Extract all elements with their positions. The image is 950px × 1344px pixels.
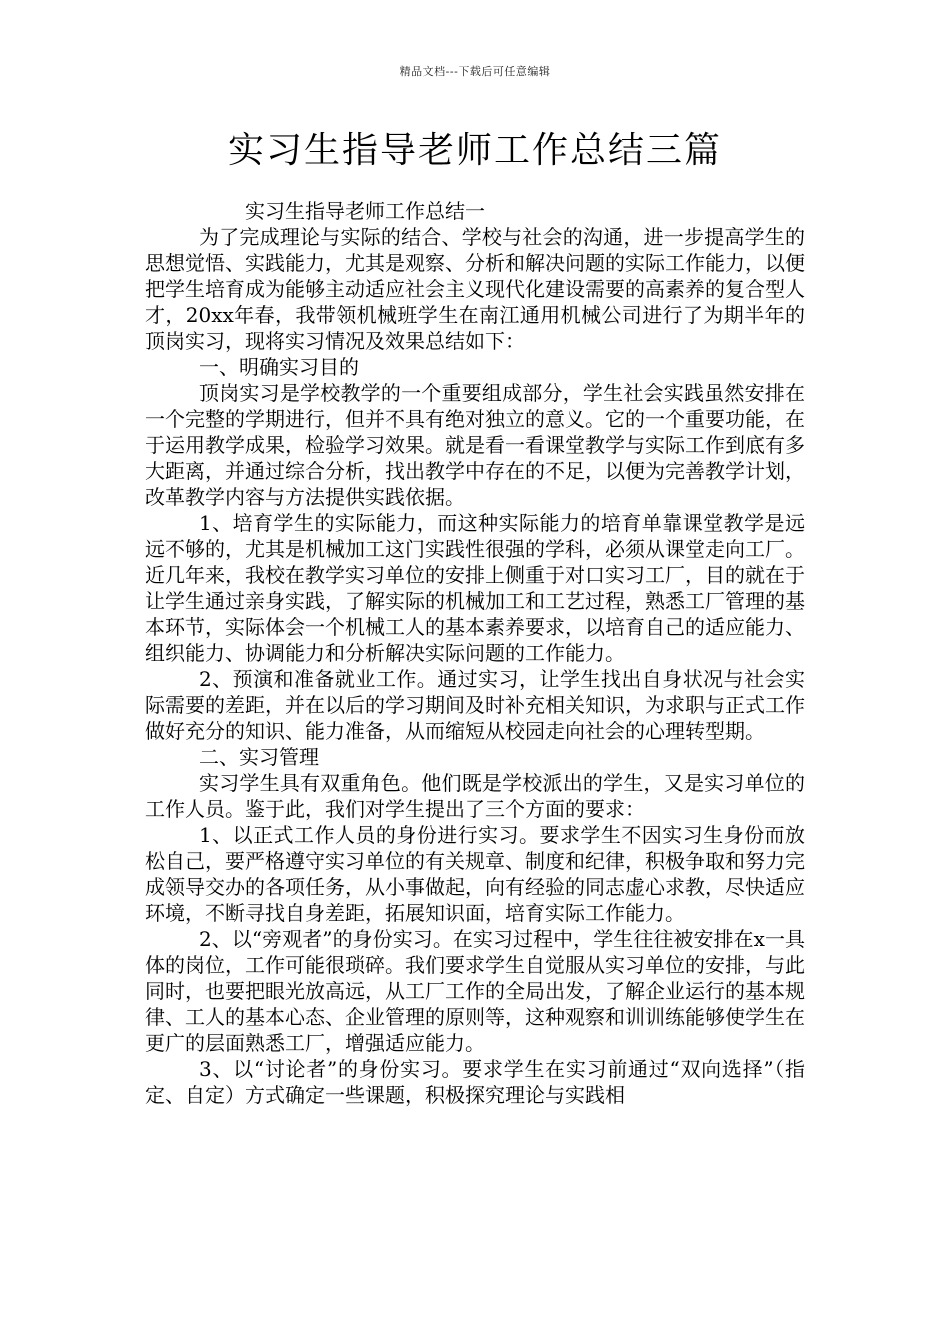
paragraph: 1、培育学生的实际能力，而这种实际能力的培育单靠课堂教学是远远不够的，尤其是机械加工这门实践性很强的学科，必须从课堂走向工厂。近几年来，我校在教学实习单位的安排上侧重于对口实习工厂，目的就在于让学生通过亲身实践，了解实际的机械加工和工艺过程，熟悉工厂管理的基本环节，实际体会一个机械工人的基本素养要求，以培育自己的适应能力、组织能力、协调能力和分析解决实际问题的工作能力。 <box>145 511 805 665</box>
section-subtitle: 实习生指导老师工作总结一 <box>245 199 485 223</box>
header-note: 精品文档---下载后可任意编辑 <box>399 65 551 78</box>
section-heading: 二、实习管理 <box>199 745 319 769</box>
paragraph: 2、预演和准备就业工作。通过实习，让学生找出自身状况与社会实际需要的差距，并在以后的学习期间及时补充相关知识，为求职与正式工作做好充分的知识、能力准备，从而缩短从校园走向社会的心理转型期。 <box>145 667 805 743</box>
paragraph: 实习学生具有双重角色。他们既是学校派出的学生，又是实习单位的工作人员。鉴于此，我们对学生提出了三个方面的要求： <box>145 771 805 821</box>
paragraph: 1、以正式工作人员的身份进行实习。要求学生不因实习生身份而放松自己，要严格遵守实习单位的有关规章、制度和纪律，积极争取和努力完成领导交办的各项任务，从小事做起，向有经验的同志虚心求教，尽快适应环境，不断寻找自身差距，拓展知识面，培育实际工作能力。 <box>145 823 805 925</box>
section-heading: 一、明确实习目的 <box>199 355 359 379</box>
paragraph: 顶岗实习是学校教学的一个重要组成部分，学生社会实践虽然安排在一个完整的学期进行，但并不具有绝对独立的意义。它的一个重要功能，在于运用教学成果，检验学习效果。就是看一看课堂教学与实际工作到底有多大距离，并通过综合分析，找出教学中存在的不足，以便为完善教学计划，改革教学内容与方法提供实践依据。 <box>145 381 805 509</box>
document-body <box>145 198 805 1108</box>
paragraph: 为了完成理论与实际的结合、学校与社会的沟通，进一步提高学生的思想觉悟、实践能力，尤其是观察、分析和解决问题的实际工作能力，以便把学生培育成为能够主动适应社会主义现代化建设需要的高素养的复合型人才，20xx年春，我带领机械班学生在南江通用机械公司进行了为期半年的顶岗实习，现将实习情况及效果总结如下： <box>145 225 805 353</box>
document-title: 实习生指导老师工作总结三篇 <box>227 130 722 171</box>
paragraph: 3、以“讨论者”的身份实习。要求学生在实习前通过“双向选择”（指定、自定）方式确定一些课题，积极探究理论与实践相 <box>145 1057 805 1107</box>
paragraph: 2、以“旁观者”的身份实习。在实习过程中，学生往往被安排在x一具体的岗位，工作可能很琐碎。我们要求学生自觉服从实习单位的安排，与此同时，也要把眼光放高远，从工厂工作的全局出发，了解企业运行的基本规律、工人的基本心态、企业管理的原则等，这种观察和训训练能够使学生在更广的层面熟悉工厂，增强适应能力。 <box>145 927 805 1055</box>
